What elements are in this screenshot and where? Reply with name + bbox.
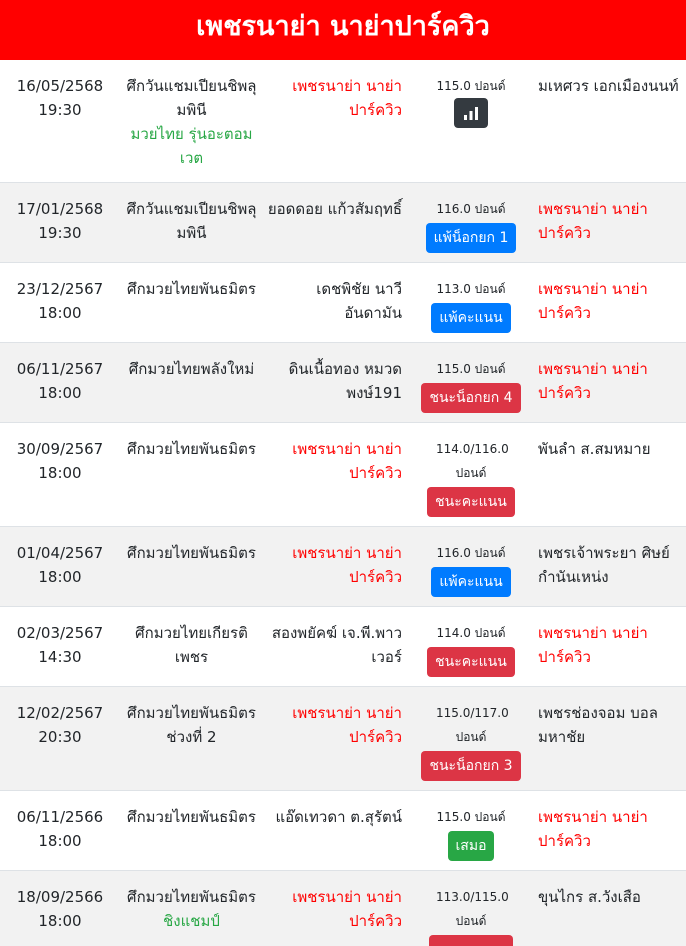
event-name: ศึกมวยไทยพันธมิตร ช่วงที่ 2 [127, 704, 256, 746]
fighter-right[interactable]: พันลำ ส.สมหมาย [538, 440, 651, 458]
fight-date: 12/02/2567 [16, 704, 104, 722]
fighter-right[interactable]: เพชรเจ้าพระยา ศิษย์กำนันเหน่ง [538, 544, 670, 586]
fight-event [120, 527, 263, 606]
bar-chart-icon [463, 105, 479, 121]
fight-date: 01/04/2567 [16, 544, 104, 562]
fighter-left[interactable]: แอ๊ดเทวดา ต.สุรัตน์ [275, 808, 402, 826]
fight-weight: 115.0 ปอนด์ [436, 810, 506, 824]
event-name: ศึกมวยไทยเกียรติเพชร [135, 624, 248, 666]
fight-result-box [408, 183, 534, 262]
fight-result-box [408, 527, 534, 606]
fighter-right[interactable]: เพชรนาย่า นาย่าปาร์ควิว [538, 808, 648, 850]
result-badge: ชนะคะแนน [427, 647, 515, 677]
fight-weight: 114.0 ปอนด์ [436, 626, 506, 640]
fight-datetime [0, 60, 120, 182]
fight-datetime [0, 791, 120, 870]
fighter-right[interactable]: เพชรนาย่า นาย่าปาร์ควิว [538, 360, 648, 402]
fight-row [0, 686, 686, 790]
fight-datetime [0, 607, 120, 686]
event-note: ชิงแชมป์ [163, 912, 220, 930]
fight-result-box [408, 423, 534, 526]
fight-event [120, 343, 263, 422]
fighter-left[interactable]: เดชพิชัย นาวีอันดามัน [316, 280, 402, 322]
fight-result-box [408, 687, 534, 790]
result-badge: ชนะน็อกยก 4 [421, 383, 520, 413]
fight-event [120, 263, 263, 342]
fight-date: 30/09/2567 [16, 440, 104, 458]
fighter-right[interactable]: เพชรช่องจอม บอลมหาชัย [538, 704, 658, 746]
fight-row [0, 606, 686, 686]
fight-datetime [0, 183, 120, 262]
fight-row [0, 60, 686, 182]
fight-row [0, 790, 686, 870]
result-badge [429, 935, 513, 946]
result-badge: ชนะน็อกยก 3 [421, 751, 520, 781]
fight-list [0, 60, 686, 946]
result-badge: เสมอ [448, 831, 495, 861]
fighter-right[interactable]: ขุนไกร ส.วังเสือ [538, 888, 641, 906]
fight-date: 23/12/2567 [16, 280, 104, 298]
fighter-left[interactable]: สองพยัคฆ์ เจ.พี.พาวเวอร์ [271, 624, 402, 666]
fight-row [0, 870, 686, 946]
fighter-right[interactable]: เพชรนาย่า นาย่าปาร์ควิว [538, 624, 648, 666]
fight-datetime [0, 263, 120, 342]
fighter-right[interactable]: มเหศวร เอกเมืองนนท์ [538, 77, 679, 95]
fight-result-box [408, 343, 534, 422]
fight-result-box [408, 791, 534, 870]
fighter-right[interactable]: เพชรนาย่า นาย่าปาร์ควิว [538, 280, 648, 322]
fighter-left[interactable]: ดินเนื้อทอง หมวดพงษ์191 [288, 360, 402, 402]
fight-result-box [408, 263, 534, 342]
fight-time: 18:00 [38, 304, 82, 322]
fighter-left[interactable]: เพชรนาย่า นาย่าปาร์ควิว [292, 888, 402, 930]
event-name: ศึกมวยไทยพันธมิตร [127, 440, 256, 458]
fight-time: 14:30 [38, 648, 82, 666]
fighter-left[interactable]: เพชรนาย่า นาย่าปาร์ควิว [292, 440, 402, 482]
fight-event [120, 871, 263, 946]
fighter-left[interactable]: เพชรนาย่า นาย่าปาร์ควิว [292, 544, 402, 586]
fight-time: 19:30 [38, 224, 82, 242]
event-name: ศึกวันแชมเปียนชิพลุมพินี [126, 200, 257, 242]
fight-result-box [408, 607, 534, 686]
fight-row [0, 526, 686, 606]
page-header [0, 0, 686, 60]
fight-time: 18:00 [38, 384, 82, 402]
event-name: ศึกมวยไทยพันธมิตร [127, 544, 256, 562]
event-name: ศึกมวยไทยพันธมิตร [127, 280, 256, 298]
fight-row [0, 342, 686, 422]
fight-weight: 114.0/116.0 ปอนด์ [436, 442, 509, 480]
fight-weight: 113.0/115.0 ปอนด์ [436, 890, 509, 928]
fight-event [120, 791, 263, 870]
fight-weight: 113.0 ปอนด์ [436, 282, 506, 296]
fight-datetime [0, 527, 120, 606]
fight-time: 18:00 [38, 464, 82, 482]
stats-button[interactable] [454, 98, 488, 128]
fight-weight: 116.0 ปอนด์ [436, 546, 506, 560]
fight-date: 18/09/2566 [16, 888, 104, 906]
event-name: ศึกมวยไทยพันธมิตร [127, 888, 256, 906]
fight-date: 06/11/2567 [16, 360, 104, 378]
fight-result-box [408, 871, 534, 946]
fight-time: 18:00 [38, 832, 82, 850]
fight-time: 18:00 [38, 568, 82, 586]
fight-weight: 115.0/117.0 ปอนด์ [436, 706, 509, 744]
fight-date: 16/05/2568 [16, 77, 104, 95]
fight-event [120, 687, 263, 790]
fight-time: 18:00 [38, 912, 82, 930]
fight-result-box [408, 60, 534, 182]
fight-time: 19:30 [38, 101, 82, 119]
fight-event [120, 60, 263, 182]
fight-date: 02/03/2567 [16, 624, 104, 642]
result-badge: ชนะคะแนน [427, 487, 515, 517]
fight-row [0, 182, 686, 262]
page-title: เพชรนาย่า นาย่าปาร์ควิว [196, 10, 490, 42]
result-badge: แพ้คะแนน [431, 567, 510, 597]
fighter-left[interactable]: เพชรนาย่า นาย่าปาร์ควิว [292, 77, 402, 119]
fight-event [120, 423, 263, 526]
fight-datetime [0, 423, 120, 526]
fighter-left[interactable]: ยอดดอย แก้วสัมฤทธิ์ [267, 200, 402, 218]
fight-date: 06/11/2566 [16, 808, 104, 826]
fight-time: 20:30 [38, 728, 82, 746]
event-name: ศึกมวยไทยพลังใหม่ [128, 360, 255, 378]
result-badge: แพ้คะแนน [431, 303, 510, 333]
fight-event [120, 607, 263, 686]
fight-datetime [0, 871, 120, 946]
fighter-right[interactable]: เพชรนาย่า นาย่าปาร์ควิว [538, 200, 648, 242]
fight-event [120, 183, 263, 262]
fight-date: 17/01/2568 [16, 200, 104, 218]
event-name: ศึกมวยไทยพันธมิตร [127, 808, 256, 826]
event-note: มวยไทย รุ่นอะตอมเวต [130, 125, 253, 167]
fight-weight: 115.0 ปอนด์ [436, 362, 506, 376]
fight-row [0, 262, 686, 342]
fight-weight: 116.0 ปอนด์ [436, 202, 506, 216]
result-badge: แพ้น็อกยก 1 [426, 223, 517, 253]
fight-weight: 115.0 ปอนด์ [436, 79, 506, 93]
fight-datetime [0, 343, 120, 422]
event-name: ศึกวันแชมเปียนชิพลุมพินี [126, 77, 257, 119]
fight-row [0, 422, 686, 526]
fighter-left[interactable]: เพชรนาย่า นาย่าปาร์ควิว [292, 704, 402, 746]
fight-datetime [0, 687, 120, 790]
